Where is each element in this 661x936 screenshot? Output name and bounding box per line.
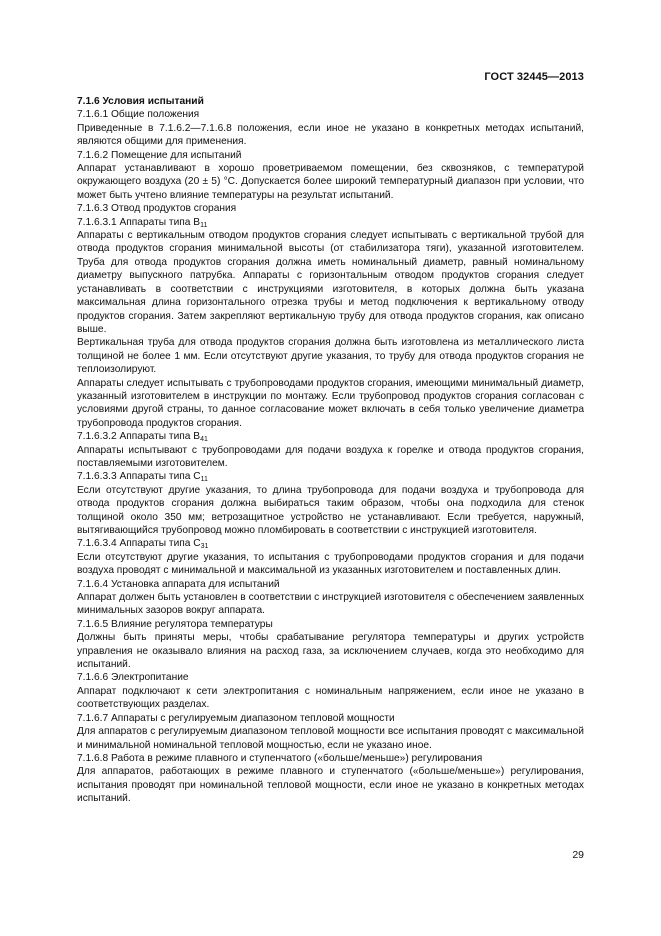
subscript: 41 (200, 436, 208, 444)
paragraph: Аппараты испытывают с трубопроводами для подачи воздуха к горелке и отвода продуктов сгорания, поставляемыми изготовителем. (77, 444, 584, 469)
subsection-heading (77, 202, 584, 215)
subsection-heading (77, 108, 584, 121)
subsection-title: 7.1.6.3.2 Аппараты типа В (77, 431, 201, 443)
subscript: 11 (200, 221, 208, 229)
subsection-title: 7.1.6.4 Установка аппарата для испытаний (77, 578, 280, 590)
page-number: 29 (572, 849, 584, 861)
document-header: ГОСТ 32445—2013 (484, 71, 584, 83)
subsection-title: 7.1.6.7 Аппараты с регулируемым диапазоном тепловой мощности (77, 712, 395, 724)
paragraph: Аппарат подключают к сети электропитания с номинальным напряжением, если иное не указано в соответствующих разделах. (77, 685, 584, 711)
subsection-heading (77, 470, 584, 483)
subsection-title: 7.1.6.3.1 Аппараты типа В (77, 216, 201, 228)
paragraph: Если отсутствуют другие указания, то длина трубопровода для подачи воздуха и трубопровода для отвода продуктов сгорания должна выбираться таким образом, чтобы она подходила для стенок толщиной около 350 мм; ветрозащитное устройство не устанавливают. Если требуется, наружный, вытягивающийся трубопровод можно пломбировать в соответствии с инструкцией изготовителя. (77, 484, 584, 536)
subsection-title: 7.1.6.1 Общие положения (77, 109, 200, 121)
subsection-heading (77, 578, 584, 591)
paragraph: Вертикальная труба для отвода продуктов сгорания должна быть изготовлена из металлического листа толщиной не более 1 мм. Если отсутствуют другие указания, то трубу для отвода продуктов сгорания не теплоизолируют. (77, 337, 584, 376)
paragraph: Если отсутствуют другие указания, то испытания с трубопроводами продуктов сгорания и для подачи воздуха проводят с минимальной и максимальной из указанных изготовителем и поставленных длин. (77, 551, 584, 577)
subscript: 11 (200, 476, 208, 484)
subsection-heading (77, 618, 584, 631)
subscript: 31 (200, 543, 209, 551)
subsection-heading (77, 216, 584, 229)
subsection-title: 7.1.6.6 Электропитание (77, 672, 189, 684)
section-heading: 7.1.6 Условия испытаний (77, 96, 204, 107)
subsection-heading (77, 537, 584, 550)
subsection-title: 7.1.6.3 Отвод продуктов сгорания (77, 203, 237, 215)
paragraph: Аппараты с вертикальным отводом продуктов сгорания следует испытывать с вертикальной трубой для отвода продуктов сгорания минимальной высоты (от стабилизатора тяги), указанной изготовителем. Труба для отвода продуктов сгорания должна иметь номинальный диаметр, равный номинальному диаметру выпускного патрубка. Аппараты с горизонтальным отводом продуктов сгорания следует устанавливать в соответствии с инструкциями изготовителя, в которых должна быть указана максимальная длина горизонтального отрезка трубы и метод подключения к вертикальному отводу продуктов сгорания. Затем закрепляют вертикальную трубу для отвода продуктов сгорания, как описано выше. (77, 230, 584, 335)
document-body (77, 95, 584, 806)
subsection-heading (77, 671, 584, 684)
paragraph: Аппарат устанавливают в хорошо проветриваемом помещении, без сквозняков, с температурой окружающего воздуха (20 ± 5) °С. Допускается более широкий температурный диапазон при условии, что может быть учтено влияние температуры на результат испытаний. (77, 163, 584, 201)
subsection-title: 7.1.6.3.4 Аппараты типа С (77, 538, 201, 550)
subsection-title: 7.1.6.3.3 Аппараты типа С (77, 471, 201, 483)
subsection-heading (77, 149, 584, 162)
subsection-heading (77, 752, 584, 765)
paragraph: Аппарат должен быть установлен в соответствии с инструкцией изготовителя с обеспечением заявленных минимальных зазоров вокруг аппарата. (77, 592, 584, 617)
paragraph: Аппараты следует испытывать с трубопроводами продуктов сгорания, имеющими минимальный диаметр, указанный изготовителем в инструкции по монтажу. Если трубопровод продуктов сгорания согласован с условиями другой страны, то данное согласование может включать в себя только увеличение диаметра трубопровода продуктов сгорания. (77, 377, 584, 429)
paragraph: Приведенные в 7.1.6.2—7.1.6.8 положения, если иное не указано в конкретных методах испытаний, являются общими для применения. (77, 122, 584, 148)
subsection-title: 7.1.6.8 Работа в режиме плавного и ступенчатого («больше/меньше») регулирования (77, 752, 483, 764)
subsection-heading (77, 712, 584, 725)
subsection-title: 7.1.6.2 Помещение для испытаний (77, 149, 242, 161)
subsection-heading (77, 430, 584, 443)
paragraph: Должны быть приняты меры, чтобы срабатывание регулятора температуры и других устройств управления не оказывало влияния на расход газа, за исключением случаев, когда это необходимо для испытаний. (77, 632, 584, 671)
paragraph: Для аппаратов с регулируемым диапазоном тепловой мощности все испытания проводят с максимальной и минимальной номинальной тепловой мощностью, если не указано иное. (77, 726, 584, 751)
paragraph: Для аппаратов, работающих в режиме плавного и ступенчатого («больше/меньше») регулирования, испытания проводят при номинальной тепловой мощности, если иное не указано в конкретных методах испытаний. (77, 766, 584, 805)
subsection-title: 7.1.6.5 Влияние регулятора температуры (77, 618, 273, 630)
